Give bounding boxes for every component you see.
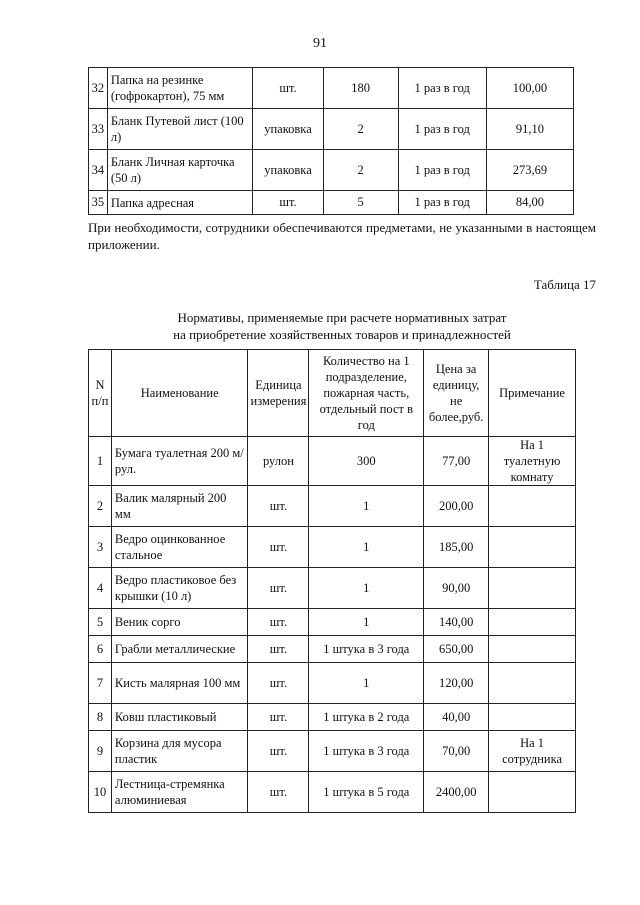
item-quantity: 1 xyxy=(309,568,424,609)
item-price: 120,00 xyxy=(424,663,489,704)
item-unit: шт. xyxy=(248,731,309,772)
table-row xyxy=(89,109,574,150)
table-row xyxy=(89,609,576,636)
item-price: 70,00 xyxy=(424,731,489,772)
table-row xyxy=(89,527,576,568)
item-unit: шт. xyxy=(248,568,309,609)
item-name: Корзина для мусора пластик xyxy=(111,731,248,772)
norms-table xyxy=(88,349,576,813)
item-quantity: 1 xyxy=(309,527,424,568)
item-name: Веник сорго xyxy=(111,609,248,636)
table-title xyxy=(88,309,596,343)
item-frequency: 1 раз в год xyxy=(398,68,486,109)
item-quantity: 2 xyxy=(323,109,398,150)
item-name: Кисть малярная 100 мм xyxy=(111,663,248,704)
row-number: 34 xyxy=(89,150,108,191)
item-name: Бланк Личная карточка (50 л) xyxy=(107,150,252,191)
item-note: На 1 сотрудника xyxy=(489,731,576,772)
item-quantity: 1 штука в 3 года xyxy=(309,636,424,663)
row-number: 4 xyxy=(89,568,112,609)
row-number: 9 xyxy=(89,731,112,772)
item-frequency: 1 раз в год xyxy=(398,109,486,150)
item-note xyxy=(489,568,576,609)
item-name: Бланк Путевой лист (100 л) xyxy=(107,109,252,150)
item-name: Лестница-стремянка алюминиевая xyxy=(111,772,248,813)
item-quantity: 1 xyxy=(309,663,424,704)
item-quantity: 1 xyxy=(309,609,424,636)
item-price: 40,00 xyxy=(424,704,489,731)
item-note xyxy=(489,527,576,568)
item-frequency: 1 раз в год xyxy=(398,191,486,215)
header-name: Наименование xyxy=(111,350,248,437)
table-row xyxy=(89,150,574,191)
item-quantity: 1 штука в 5 года xyxy=(309,772,424,813)
item-unit: шт. xyxy=(253,68,323,109)
table-row xyxy=(89,486,576,527)
header-number: N п/п xyxy=(89,350,112,437)
item-unit: упаковка xyxy=(253,150,323,191)
item-note xyxy=(489,609,576,636)
item-quantity: 5 xyxy=(323,191,398,215)
item-note xyxy=(489,772,576,813)
item-unit: шт. xyxy=(248,772,309,813)
table-label: Таблица 17 xyxy=(533,277,596,292)
table-row xyxy=(89,704,576,731)
table-row xyxy=(89,636,576,663)
item-note xyxy=(489,663,576,704)
note-paragraph: При необходимости, сотрудники обеспечиваются предметами, не указанными в настоящем приложении. xyxy=(88,220,596,252)
item-note: На 1 туалетную комнату xyxy=(489,437,576,486)
item-name: Папка адресная xyxy=(107,191,252,215)
item-quantity: 300 xyxy=(309,437,424,486)
item-price: 91,10 xyxy=(486,109,573,150)
row-number: 5 xyxy=(89,609,112,636)
item-name: Ковш пластиковый xyxy=(111,704,248,731)
item-price: 77,00 xyxy=(424,437,489,486)
header-row xyxy=(89,350,576,437)
item-quantity: 1 штука в 3 года xyxy=(309,731,424,772)
item-price: 185,00 xyxy=(424,527,489,568)
row-number: 2 xyxy=(89,486,112,527)
page-number: 91 xyxy=(313,36,327,51)
item-price: 84,00 xyxy=(486,191,573,215)
item-name: Бумага туалетная 200 м/рул. xyxy=(111,437,248,486)
table-row xyxy=(89,568,576,609)
item-price: 200,00 xyxy=(424,486,489,527)
header-price: Цена за единицу, не более,руб. xyxy=(424,350,489,437)
table-row xyxy=(89,191,574,215)
item-price: 650,00 xyxy=(424,636,489,663)
continued-table xyxy=(88,67,574,215)
item-name: Ведро оцинкованное стальное xyxy=(111,527,248,568)
item-unit: шт. xyxy=(248,663,309,704)
row-number: 3 xyxy=(89,527,112,568)
row-number: 6 xyxy=(89,636,112,663)
item-price: 2400,00 xyxy=(424,772,489,813)
item-quantity: 1 xyxy=(309,486,424,527)
item-price: 100,00 xyxy=(486,68,573,109)
header-note: Примечание xyxy=(489,350,576,437)
table-title-line: на приобретение хозяйственных товаров и принадлежностей xyxy=(173,327,511,342)
item-unit: шт. xyxy=(248,486,309,527)
header-quantity: Количество на 1 подразделение, пожарная часть, отдельный пост в год xyxy=(309,350,424,437)
item-note xyxy=(489,486,576,527)
table-title-line: Нормативы, применяемые при расчете нормативных затрат xyxy=(177,310,507,325)
table-row xyxy=(89,68,574,109)
item-frequency: 1 раз в год xyxy=(398,150,486,191)
item-unit: шт. xyxy=(248,636,309,663)
row-number: 35 xyxy=(89,191,108,215)
item-price: 140,00 xyxy=(424,609,489,636)
item-unit: шт. xyxy=(248,704,309,731)
item-name: Папка на резинке (гофрокартон), 75 мм xyxy=(107,68,252,109)
item-unit: шт. xyxy=(253,191,323,215)
row-number: 10 xyxy=(89,772,112,813)
item-quantity: 180 xyxy=(323,68,398,109)
table-row xyxy=(89,772,576,813)
table-row xyxy=(89,437,576,486)
item-price: 90,00 xyxy=(424,568,489,609)
item-unit: упаковка xyxy=(253,109,323,150)
item-quantity: 2 xyxy=(323,150,398,191)
row-number: 33 xyxy=(89,109,108,150)
item-price: 273,69 xyxy=(486,150,573,191)
item-note xyxy=(489,704,576,731)
row-number: 8 xyxy=(89,704,112,731)
row-number: 7 xyxy=(89,663,112,704)
row-number: 1 xyxy=(89,437,112,486)
item-name: Грабли металлические xyxy=(111,636,248,663)
item-quantity: 1 штука в 2 года xyxy=(309,704,424,731)
header-unit: Единица измерения xyxy=(248,350,309,437)
item-unit: рулон xyxy=(248,437,309,486)
table-row xyxy=(89,731,576,772)
item-name: Ведро пластиковое без крышки (10 л) xyxy=(111,568,248,609)
item-unit: шт. xyxy=(248,609,309,636)
item-note xyxy=(489,636,576,663)
item-unit: шт. xyxy=(248,527,309,568)
item-name: Валик малярный 200 мм xyxy=(111,486,248,527)
table-row xyxy=(89,663,576,704)
row-number: 32 xyxy=(89,68,108,109)
